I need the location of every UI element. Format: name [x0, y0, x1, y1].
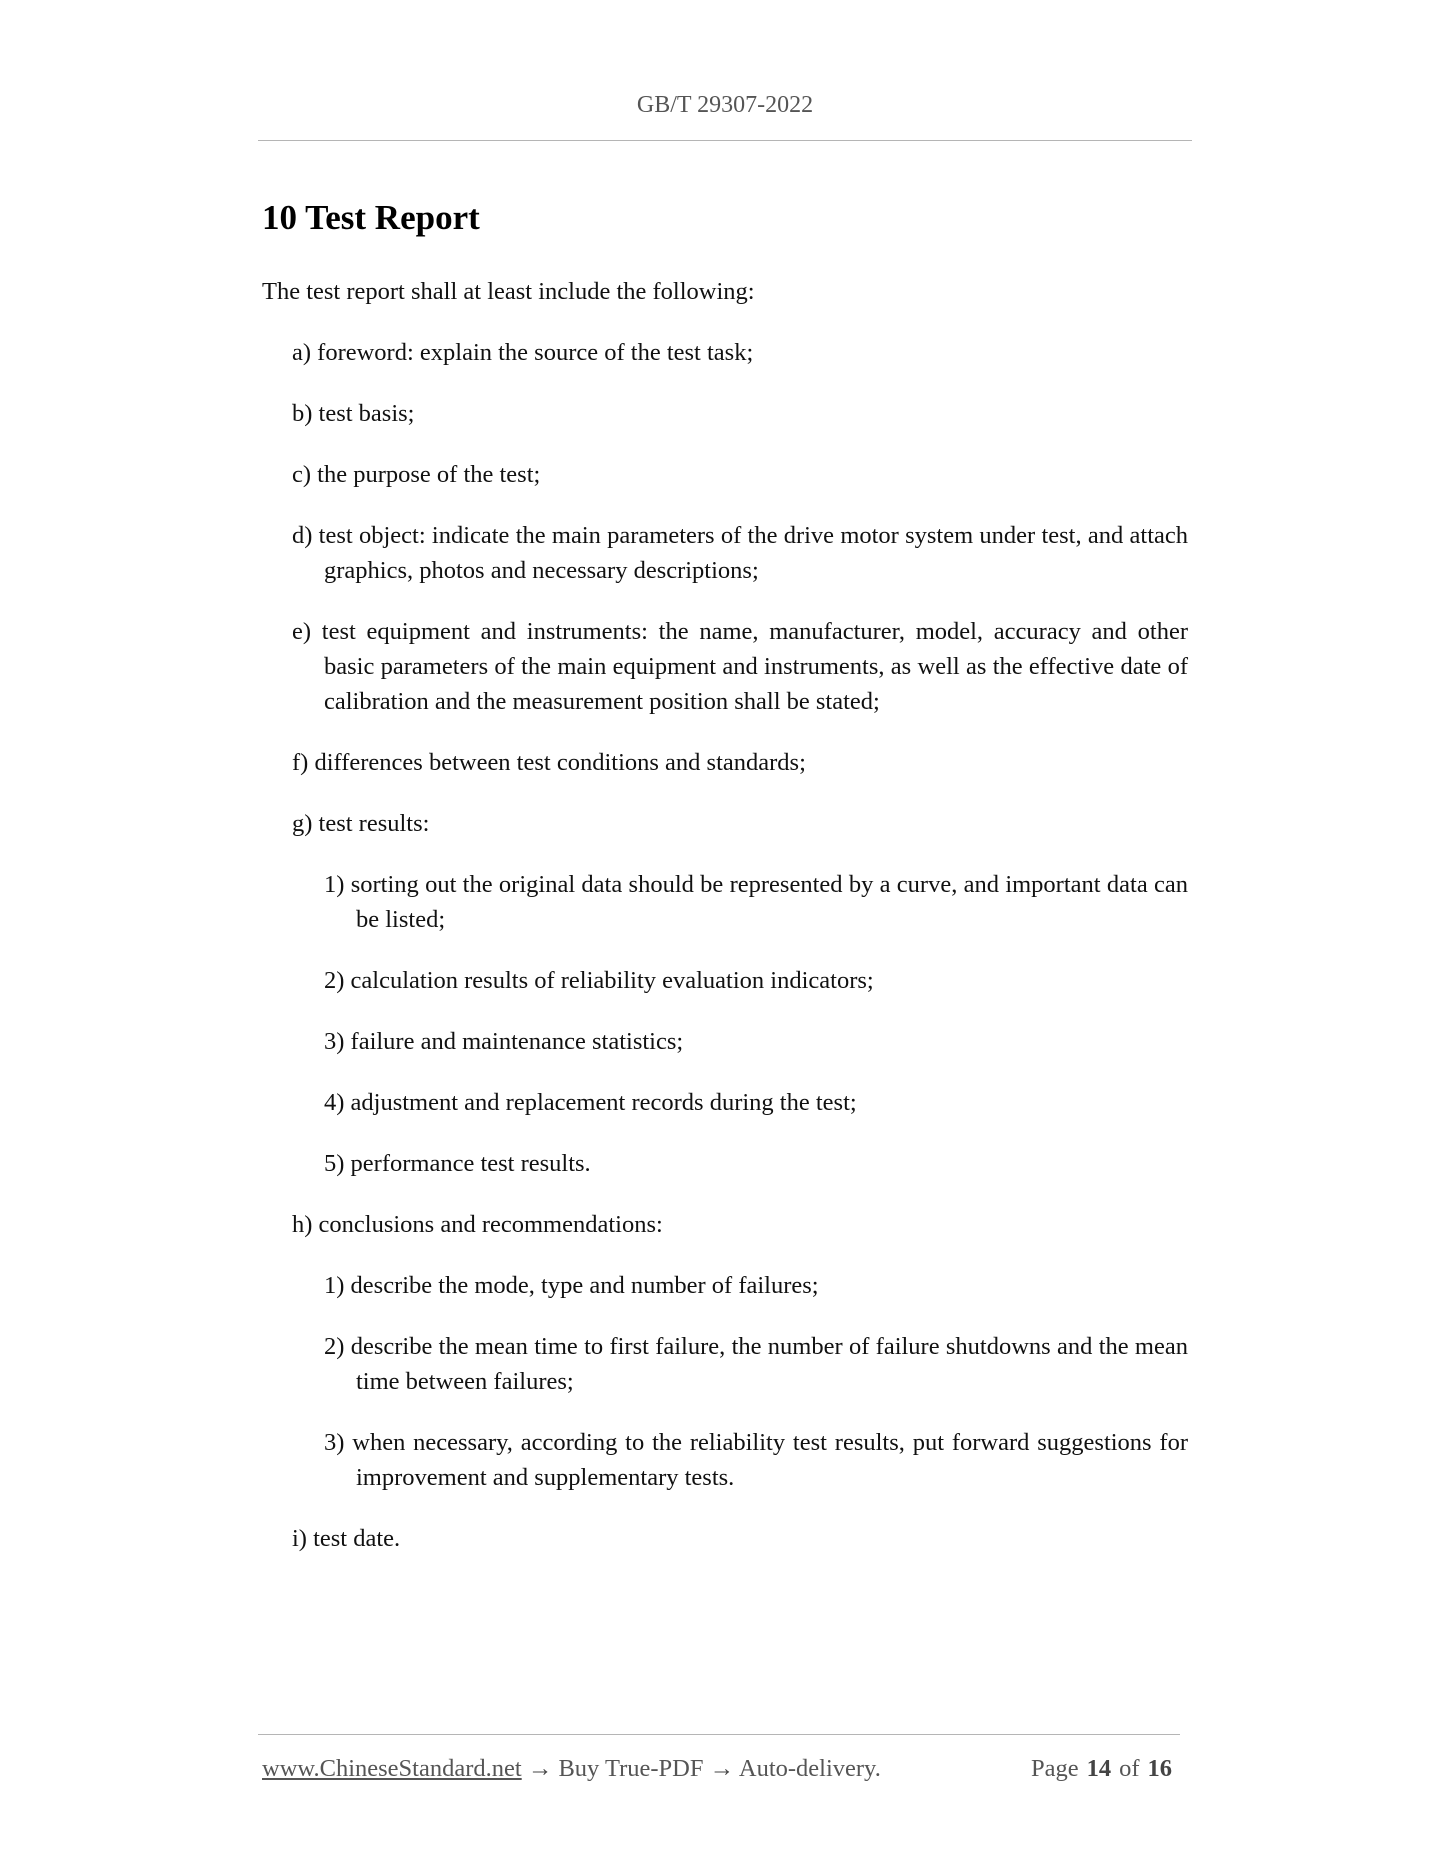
sub-list-item: 3) failure and maintenance statistics;: [324, 1028, 684, 1055]
footer-divider: [258, 1734, 1180, 1735]
page-footer: [262, 1752, 1180, 1786]
sub-list-item: 4) adjustment and replacement records during the test;: [324, 1089, 857, 1116]
list-item: h) conclusions and recommendations:: [292, 1211, 663, 1238]
page-number: 14: [1086, 1755, 1112, 1782]
section-title: 10 Test Report: [262, 198, 480, 237]
sub-list-item: 1) describe the mode, type and number of failures;: [324, 1272, 819, 1299]
section-intro: The test report shall at least include the following:: [262, 278, 755, 305]
header-divider: [258, 140, 1192, 141]
of-label: of: [1119, 1755, 1140, 1782]
sub-list-item: 2) describe the mean time to first failure, the number of failure shutdowns and the mean time between failures;: [324, 1333, 1188, 1395]
arrow-right-icon: →: [527, 1755, 553, 1782]
sub-list-item: 1) sorting out the original data should be represented by a curve, and important data can be listed;: [324, 871, 1188, 933]
page-indicator: [1031, 1752, 1180, 1786]
list-item: f) differences between test conditions and standards;: [292, 749, 806, 776]
list-item: a) foreword: explain the source of the test task;: [292, 339, 754, 366]
page-body: [262, 190, 1188, 1582]
list-item: e) test equipment and instruments: the name, manufacturer, model, accuracy and other basic parameters of the main equipment and instruments, as well as the effective date of calibration and the measurement position shall be stated;: [292, 618, 1188, 715]
list-item: g) test results:: [292, 810, 430, 837]
document-id-header: GB/T 29307-2022: [636, 92, 814, 118]
page-label: Page: [1030, 1755, 1079, 1782]
list-item: i) test date.: [292, 1525, 401, 1552]
sub-list-item: 5) performance test results.: [324, 1150, 591, 1177]
report-items-list: [262, 335, 1188, 1556]
arrow-right-icon: →: [709, 1755, 735, 1782]
sub-list-item: 2) calculation results of reliability evaluation indicators;: [324, 967, 874, 994]
list-item: d) test object: indicate the main parameters of the drive motor system under test, and attach graphics, photos and necessary descriptions;: [292, 522, 1188, 584]
list-item: c) the purpose of the test;: [292, 461, 541, 488]
list-item: b) test basis;: [292, 400, 415, 427]
page-total: 16: [1147, 1755, 1172, 1782]
website-link[interactable]: www.ChineseStandard.net: [262, 1755, 522, 1782]
sub-list-item: 3) when necessary, according to the reliability test results, put forward suggestions for improvement and supplementary tests.: [324, 1429, 1188, 1491]
auto-delivery-text: Auto-delivery.: [738, 1755, 881, 1782]
buy-true-pdf-text: Buy True-PDF: [558, 1755, 704, 1782]
